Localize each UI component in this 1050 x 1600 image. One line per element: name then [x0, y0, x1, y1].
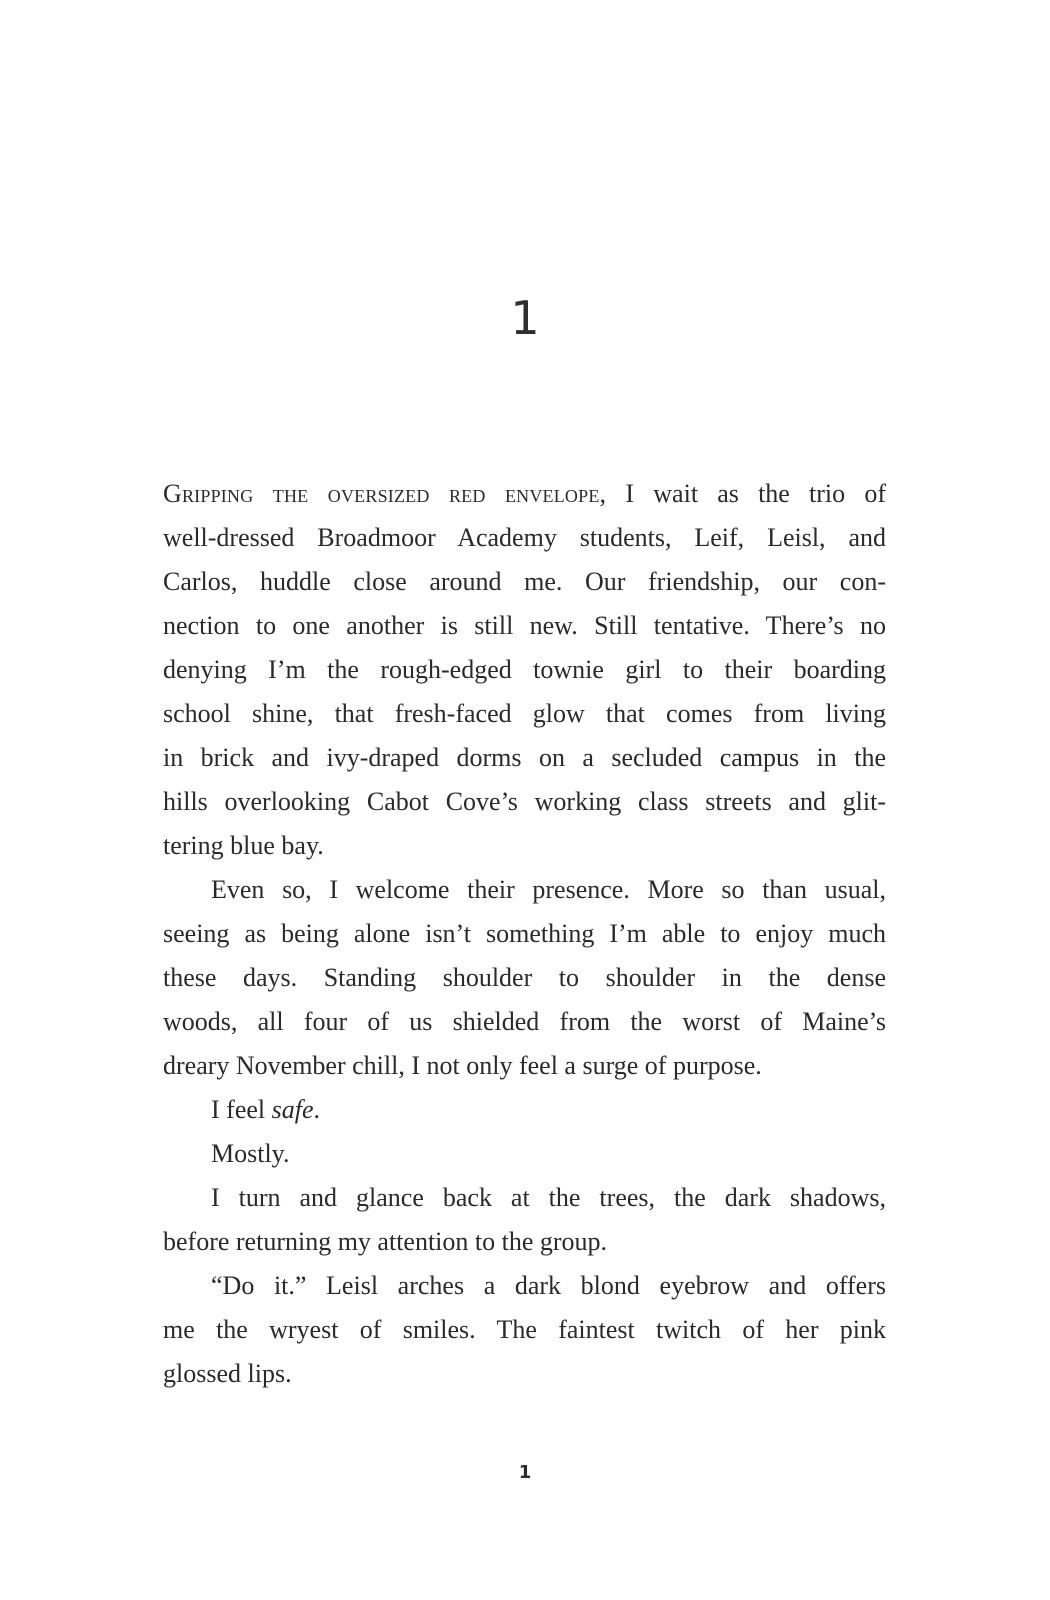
- body-text: [163, 472, 886, 1396]
- paragraph-line: woods, all four of us shielded from the worst of Maine’s: [163, 1007, 886, 1036]
- paragraph-line: I feel safe.: [211, 1095, 321, 1124]
- chapter-number: 1: [510, 291, 540, 345]
- emphasis-text: safe: [271, 1095, 314, 1124]
- page-number: 1: [518, 1462, 532, 1483]
- paragraph-line: dreary November chill, I not only feel a surge of purpose.: [163, 1051, 762, 1080]
- paragraph-line: tering blue bay.: [163, 831, 324, 860]
- paragraph-line: Mostly.: [211, 1139, 290, 1168]
- paragraph-line: before returning my attention to the group.: [163, 1227, 608, 1256]
- paragraph-line: in brick and ivy-draped dorms on a secluded campus in the: [163, 743, 886, 772]
- paragraph-line: school shine, that fresh-faced glow that comes from living: [163, 699, 886, 728]
- paragraph-line: I turn and glance back at the trees, the dark shadows,: [211, 1183, 886, 1212]
- paragraph-line: denying I’m the rough-edged townie girl to their boarding: [163, 655, 886, 684]
- paragraph-line: nection to one another is still new. Still tentative. There’s no: [163, 611, 886, 640]
- paragraph-line: Gripping the oversized red envelope, I wait as the trio of: [163, 479, 886, 508]
- paragraph-line: seeing as being alone isn’t something I’m able to enjoy much: [163, 919, 886, 948]
- paragraph-line: Even so, I welcome their presence. More so than usual,: [211, 875, 886, 904]
- paragraph-line: glossed lips.: [163, 1359, 292, 1388]
- paragraph-line: these days. Standing shoulder to shoulder in the dense: [163, 963, 886, 992]
- paragraph-line: me the wryest of smiles. The faintest twitch of her pink: [163, 1315, 886, 1344]
- paragraph-line: well-dressed Broadmoor Academy students, Leif, Leisl, and: [163, 523, 886, 552]
- paragraph-line: hills overlooking Cabot Cove’s working class streets and glit-: [163, 787, 886, 816]
- paragraph-line: “Do it.” Leisl arches a dark blond eyebrow and offers: [211, 1271, 886, 1300]
- paragraph-line: Carlos, huddle close around me. Our friendship, our con-: [163, 567, 886, 596]
- chapter-opening-smallcaps: Gripping the oversized red envelope,: [163, 479, 607, 508]
